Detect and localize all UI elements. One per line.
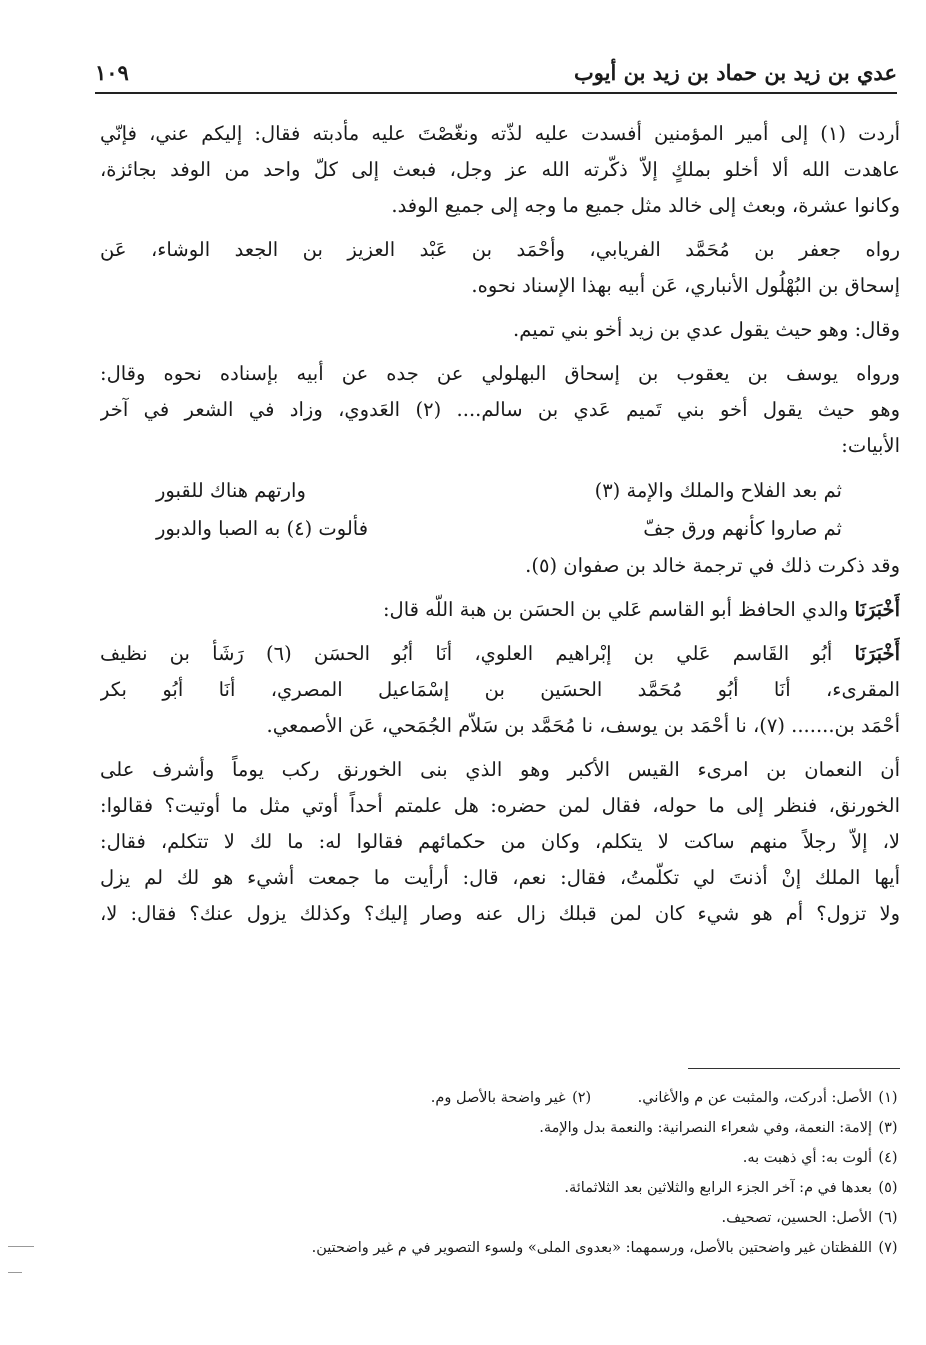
- isnad-text: والدي الحافظ أبو القاسم عَلي بن الحسَن بن هبة اللّه قال:: [382, 598, 855, 621]
- footnote: [180, 1173, 904, 1203]
- footnote-text: ألوت به: أي ذهبت به.: [742, 1150, 872, 1166]
- text-line: لا، إلاّ رجلاً منهم ساكت لا يتكلم، وكان من حكمائهم فقالوا له: ما لك لا تتكلم، فقال:: [100, 830, 900, 853]
- isnad-line: [100, 636, 900, 672]
- main-text: [100, 116, 900, 932]
- text-line: وقد ذكرت ذلك في ترجمة خالد بن صفوان (٥).: [525, 554, 900, 577]
- footnote-text: الأصل: الحسين، تصحيف.: [721, 1210, 872, 1226]
- running-title: عدي بن زيد بن حماد بن زيد بن أيوب: [574, 60, 897, 85]
- text-line: أحْمَد بن....... (٧)، نا أحْمَد بن يوسف، نا مُحَمَّد بن سَلاّم الجُمَحي، عَن الأصمعي.: [266, 714, 900, 737]
- scan-margin-mark: [8, 1272, 22, 1273]
- text-line: ورواه يوسف بن يعقوب بن إسحاق البهلولي عن جده عن أبيه بإسناده نحوه وقال:: [100, 362, 900, 385]
- poem-verse: [100, 510, 900, 548]
- text-line: وكانوا عشرة، وبعث إلى خالد مثل جميع ما وجه إلى جميع الوفد.: [391, 194, 900, 217]
- text-line: الخورنق، فنظر إلى ما حوله، فقال لمن حضره: هل علمتم أحداً أوتي مثل ما أوتيت؟ فقالوا:: [100, 794, 900, 817]
- footnote: [180, 1083, 904, 1113]
- page-number: ١٠٩: [95, 60, 129, 85]
- footnote-text: بعدها في م: آخر الجزء الرابع والثلاثين بعد الثلاثمائة.: [564, 1180, 872, 1196]
- text-line: المقرىء، أنَا أبُو مُحَمَّد الحسَين بن إسْمَاعيل المصري، أنَا أبُو بكر: [100, 678, 900, 701]
- text-line: أردت (١) إلى أمير المؤمنين أفسدت عليه لذّته ونغّصْتَ عليه مأدبته فقال: إليكم عني، فإنّي: [100, 122, 900, 145]
- footnote-number: (٥): [878, 1180, 898, 1196]
- text-line: أن النعمان بن امرىء القيس الأكبر وهو الذي بنى الخورنق ركب يوماً وأشرف على: [100, 758, 900, 781]
- footnote: [180, 1233, 904, 1263]
- isnad-lead-word: أَخْبَرَنَا: [854, 598, 900, 621]
- text-line: ولا تزول؟ أم هو شيء كان لمن قبلك زال عنه وصار إليك؟ وكذلك يزول عنك؟ فقال: لا،: [100, 902, 900, 925]
- text-line: عاهدت الله ألا أخلو بملكٍ إلاّ ذكّرته الله عز وجل، فبعث إلى كلّ واحد من الوفد بجائزة،: [100, 158, 900, 181]
- footnote-number: (١): [878, 1090, 898, 1106]
- footnote-text: اللفظتان غير واضحتين بالأصل، ورسمهما: «بعدوى الملى» ولسوء التصوير في م غير واضحتين.: [311, 1240, 872, 1256]
- footnote: [180, 1113, 904, 1143]
- footnote-divider: [688, 1068, 900, 1069]
- poem-verse: [100, 472, 900, 510]
- isnad-lead-word: أَخْبَرَنَا: [854, 642, 900, 665]
- footnote: [180, 1203, 904, 1233]
- verse-second-hemistich: فألوت (٤) به الصبا والدبور: [156, 517, 369, 540]
- footnotes: [180, 1083, 904, 1263]
- text-line: إسحاق بن البُهْلُول الأنباري، عَن أبيه بهذا الإسناد نحوه.: [471, 274, 900, 297]
- isnad-text: أبُو القَاسم عَلي بن إبْراهيم العلوي، أنَا أبُو الحسَن (٦) رَشَأ بن نظيف: [100, 642, 855, 665]
- isnad-line: [100, 592, 900, 628]
- text-line: وهو حيث يقول أخو بني تَميم عَدي بن سالم.... (٢) العَدوي، وزاد في الشعر في آخر: [100, 398, 900, 421]
- footnote-number: (٤): [878, 1150, 898, 1166]
- footnote-number: (٢): [572, 1090, 592, 1106]
- verse-second-hemistich: وارتهم هناك للقبور: [156, 479, 306, 502]
- footnote-number: (٣): [878, 1120, 898, 1136]
- text-line: الأبيات:: [841, 434, 900, 457]
- footnote: [180, 1143, 904, 1173]
- footnote-text: إلامة: النعمة، وفي شعراء النصرانية: والنعمة بدل والإمة.: [539, 1120, 872, 1136]
- footnote-text: الأصل: أدركت، والمثبت عن م والأغاني.: [637, 1090, 872, 1106]
- verse-first-hemistich: ثم بعد الفلاح والملك والإمة (٣): [594, 479, 842, 502]
- scan-margin-mark: [8, 1246, 34, 1247]
- footnote-number: (٦): [878, 1210, 898, 1226]
- text-line: أيها الملك إنْ أذنتَ لي تكلّمتُ، فقال: نعم، قال: أرأيت ما جمعت أشيء هو لك لم يزل: [100, 866, 900, 889]
- page-header: [95, 58, 897, 94]
- text-line: وقال: وهو حيث يقول عدي بن زيد أخو بني تميم.: [513, 318, 900, 341]
- footnote-text: غير واضحة بالأصل وم.: [430, 1090, 566, 1106]
- footnote-number: (٧): [878, 1240, 898, 1256]
- text-line: رواه جعفر بن مُحَمَّد الفريابي، وأحْمَد بن عَبْد العزيز بن الجعد الوشاء، عَن: [100, 238, 900, 261]
- verse-first-hemistich: ثم صاروا كأنهم ورق جفّ: [643, 517, 842, 540]
